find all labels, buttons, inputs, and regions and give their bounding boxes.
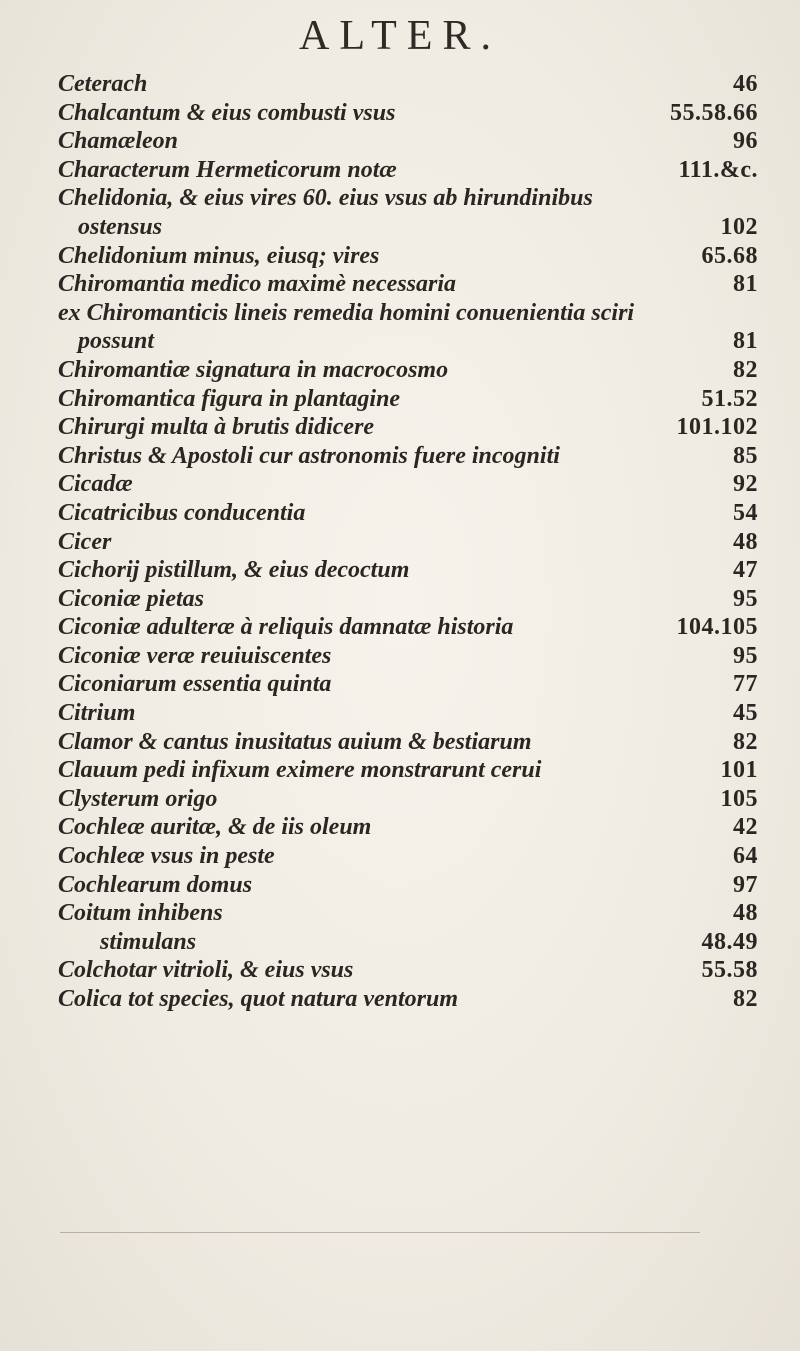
entry-pages: 45 xyxy=(733,700,758,727)
entry-pages: 111.&c. xyxy=(678,156,758,183)
entry-term: Chamæleon xyxy=(58,128,179,155)
entry-term: Cochleæ vsus in peste xyxy=(58,843,275,870)
entry-pages: 92 xyxy=(733,471,758,498)
index-entry xyxy=(58,385,758,414)
index-entry xyxy=(58,499,758,528)
entry-term: Clamor & cantus inusitatus auium & bestiarum xyxy=(58,728,532,755)
index-entry xyxy=(58,413,758,442)
entry-pages: 101 xyxy=(720,757,758,784)
entry-term: Christus & Apostoli cur astronomis fuere incogniti xyxy=(58,442,560,469)
entry-pages: 97 xyxy=(733,871,758,898)
entry-term: Cichorij pistillum, & eius decoctum xyxy=(58,557,410,584)
entry-pages: 65.68 xyxy=(701,242,758,269)
entry-pages: 96 xyxy=(733,128,758,155)
entry-pages: 64 xyxy=(733,843,758,870)
index-entry xyxy=(58,270,758,299)
index-entry xyxy=(58,70,758,99)
index-entry xyxy=(58,99,758,128)
index-entry xyxy=(58,356,758,385)
entry-term: Characterum Hermeticorum notæ xyxy=(58,156,397,183)
entry-pages: 54 xyxy=(733,499,758,526)
index-entry xyxy=(58,442,758,471)
index-entry xyxy=(58,756,758,785)
entry-term: Chalcantum & eius combusti vsus xyxy=(58,99,396,126)
index-entry xyxy=(58,699,758,728)
entry-pages: 85 xyxy=(733,442,758,469)
index-entry xyxy=(58,127,758,156)
entry-pages: 51.52 xyxy=(701,385,758,412)
index-entry xyxy=(58,813,758,842)
index-entry xyxy=(58,242,758,271)
index-entry xyxy=(58,528,758,557)
entry-term: Cicadæ xyxy=(58,471,133,498)
entry-pages: 81 xyxy=(733,271,758,298)
entry-term: Cochleæ auritæ, & de iis oleum xyxy=(58,814,372,841)
entry-pages: 55.58 xyxy=(701,957,758,984)
index-entry xyxy=(58,156,758,185)
entry-pages: 95 xyxy=(733,642,758,669)
entry-pages: 47 xyxy=(733,557,758,584)
entry-pages: 42 xyxy=(733,814,758,841)
entry-term: Chiromantiæ signatura in macrocosmo xyxy=(58,356,449,383)
index-entry xyxy=(58,985,758,1014)
entry-pages: 104.105 xyxy=(676,614,758,641)
entry-pages: 82 xyxy=(733,986,758,1012)
entry-term: Clysterum origo xyxy=(58,785,218,812)
entry-pages: 48.49 xyxy=(701,928,758,955)
entry-term: Colica tot species, quot natura ventorum xyxy=(58,986,459,1012)
entry-pages: 48 xyxy=(733,528,758,555)
entry-term: Coitum inhibens xyxy=(58,900,223,927)
entry-pages: 95 xyxy=(733,585,758,612)
index-entry xyxy=(58,928,758,957)
index-list xyxy=(58,70,758,1014)
index-entry xyxy=(58,785,758,814)
entry-pages: 48 xyxy=(733,900,758,927)
entry-pages: 101.102 xyxy=(676,414,758,441)
entry-pages: 102 xyxy=(720,213,758,240)
entry-pages: 77 xyxy=(733,671,758,698)
entry-pages: 55.58.66 xyxy=(670,99,758,126)
entry-term: Cochlearum domus xyxy=(58,871,253,898)
index-entry xyxy=(58,299,758,328)
entry-term: Ciconiarum essentia quinta xyxy=(58,671,332,698)
entry-term: possunt xyxy=(78,328,155,355)
entry-term: ex Chiromanticis lineis remedia homini conuenientia sciri xyxy=(58,299,635,326)
entry-term: Chelidonium minus, eiusq; vires xyxy=(58,242,380,269)
index-entry xyxy=(58,899,758,928)
entry-pages: 82 xyxy=(733,356,758,383)
index-entry xyxy=(58,956,758,985)
index-entry xyxy=(58,670,758,699)
entry-term: stimulans xyxy=(100,928,197,955)
index-entry xyxy=(58,213,758,242)
entry-term: Cicatricibus conducentia xyxy=(58,499,306,526)
entry-term: Ciconiæ adulteræ à reliquis damnatæ historia xyxy=(58,614,514,641)
index-entry xyxy=(58,585,758,614)
entry-term: Chirurgi multa à brutis didicere xyxy=(58,414,375,441)
entry-term: Ceterach xyxy=(58,71,148,97)
entry-term: Cicer xyxy=(58,528,112,555)
entry-pages: 105 xyxy=(720,785,758,812)
entry-pages: 81 xyxy=(733,328,758,355)
entry-term: Chiromantica figura in plantagine xyxy=(58,385,401,412)
entry-term: Ciconiæ veræ reuiuiscentes xyxy=(58,642,332,669)
entry-term: Chiromantia medico maximè necessaria xyxy=(58,271,457,298)
index-entry xyxy=(58,184,758,213)
index-entry xyxy=(58,842,758,871)
index-entry xyxy=(58,871,758,900)
entry-term: Clauum pedi infixum eximere monstrarunt cerui xyxy=(58,757,542,784)
index-entry xyxy=(58,470,758,499)
index-entry xyxy=(58,728,758,757)
index-entry xyxy=(58,642,758,671)
bottom-rule xyxy=(60,1232,700,1233)
entry-term: Colchotar vitrioli, & eius vsus xyxy=(58,957,354,984)
index-entry xyxy=(58,613,758,642)
entry-term: Chelidonia, & eius vires 60. eius vsus ab hirundinibus xyxy=(58,185,593,212)
entry-term: Ciconiæ pietas xyxy=(58,585,205,612)
entry-pages: 82 xyxy=(733,728,758,755)
index-entry xyxy=(58,556,758,585)
entry-term: Citrium xyxy=(58,700,136,727)
page-header: ALTER. xyxy=(299,13,501,59)
index-entry xyxy=(58,327,758,356)
entry-pages: 46 xyxy=(733,71,758,97)
entry-term: ostensus xyxy=(78,213,163,240)
